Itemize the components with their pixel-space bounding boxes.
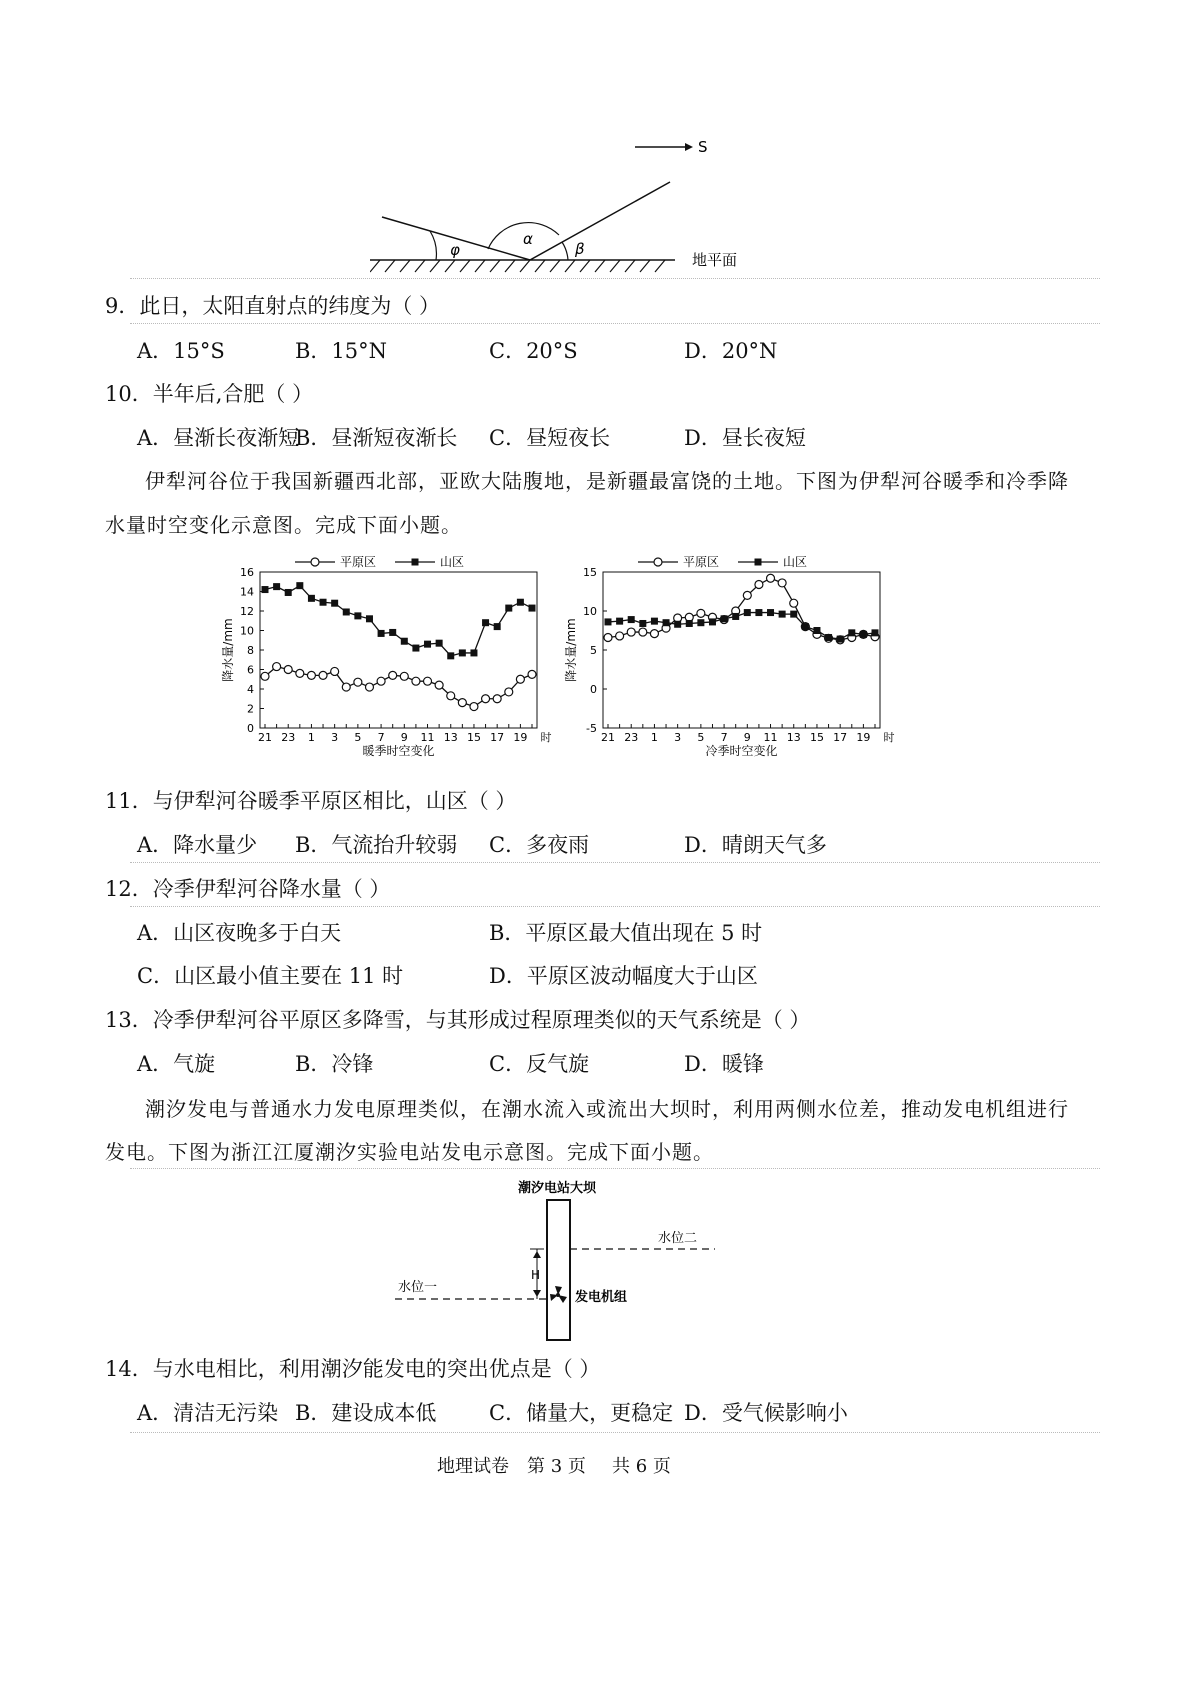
warm-point-0 [516, 675, 524, 683]
cold-x-tick-label: 3 [674, 731, 682, 744]
cold-point-1 [628, 616, 635, 623]
cold-x-axis-title: 冷季时空变化 [705, 744, 778, 758]
yili-intro-line1: 伊犁河谷位于我国新疆西北部，亚欧大陆腹地，是新疆最富饶的土地。下图为伊犁河谷暖季和冷季降 [145, 469, 1069, 493]
warm-point-1 [412, 645, 419, 652]
ground-hatch-mark [610, 260, 620, 272]
warm-point-1 [517, 599, 524, 606]
cold-point-0 [639, 628, 647, 636]
warm-point-0 [458, 699, 466, 707]
warm-point-0 [365, 683, 373, 691]
q11-option-b[interactable]: B．气流抬升较弱 [295, 833, 458, 857]
question-11-stem: 11．与伊犁河谷暖季平原区相比，山区（ ） [105, 789, 517, 813]
tidal-intro-line2: 发电。下图为浙江江厦潮汐实验电站发电示意图。完成下面小题。 [105, 1140, 714, 1164]
warm-y-tick-label: 4 [247, 683, 254, 696]
warm-x-tick-label: 9 [400, 731, 408, 744]
warm-x-tick-label: 5 [354, 731, 362, 744]
cold-x-tick-label: 1 [650, 731, 658, 744]
ground-hatch-mark [475, 260, 485, 272]
generator-icon [550, 1286, 567, 1303]
warm-x-tick-label: 23 [281, 731, 296, 744]
warm-y-tick-label: 14 [240, 585, 254, 599]
warm-x-tick-label: 11 [420, 731, 435, 744]
q12-option-a[interactable]: A．山区夜晚多于白天 [137, 921, 342, 945]
ground-hatch-mark [520, 260, 530, 272]
warm-x-axis-title: 暖季时空变化 [362, 744, 435, 758]
cold-point-1 [848, 629, 855, 636]
ground-hatch-mark [625, 260, 635, 272]
q10-option-d[interactable]: D．昼长夜短 [684, 426, 806, 450]
cold-x-tick-label: 9 [743, 731, 751, 744]
warm-x-unit: 时 [540, 731, 552, 744]
warm-x-tick-label: 3 [331, 731, 339, 744]
warm-point-1 [436, 640, 443, 647]
q9-option-b[interactable]: B．15°N [295, 339, 388, 363]
warm-y-tick-label: 2 [247, 702, 254, 716]
warm-y-tick-label: 8 [247, 644, 254, 657]
warm-point-1 [308, 595, 315, 602]
question-13-stem: 13．冷季伊犁河谷平原区多降雪，与其形成过程原理类似的天气系统是（ ） [105, 1008, 811, 1032]
ground-hatch-mark [535, 260, 545, 272]
question-10-stem: 10．半年后,合肥（ ） [105, 382, 314, 406]
cold-season-chart [558, 550, 898, 765]
cold-x-tick-label: 5 [697, 731, 705, 744]
ground-hatch-mark [385, 260, 395, 272]
cold-point-1 [790, 611, 797, 618]
cold-x-tick-label: 11 [763, 731, 778, 744]
warm-season-chart [215, 550, 555, 765]
warm-point-1 [296, 582, 303, 589]
warm-point-0 [377, 677, 385, 685]
footer-total: 共 6 页 [612, 1456, 671, 1477]
warm-y-axis-title: 降水量/mm [221, 618, 235, 682]
cold-x-tick-label: 21 [601, 731, 615, 744]
warm-point-1 [320, 599, 327, 606]
warm-point-1 [343, 608, 350, 615]
cold-point-1 [616, 618, 623, 625]
q11-option-c[interactable]: C．多夜雨 [489, 833, 590, 857]
warm-point-1 [529, 605, 536, 612]
q13-option-d[interactable]: D．暖锋 [684, 1052, 764, 1076]
warm-y-tick-label: 6 [247, 663, 254, 677]
warm-point-0 [273, 663, 281, 671]
warm-point-0 [319, 671, 327, 679]
ground-hatch-mark [445, 260, 455, 272]
q11-option-a[interactable]: A．降水量少 [137, 833, 258, 857]
q13-option-b[interactable]: B．冷锋 [295, 1052, 374, 1076]
cold-point-1 [732, 613, 739, 620]
question-14-stem: 14．与水电相比，利用潮汐能发电的突出优点是（ ） [105, 1357, 601, 1381]
warm-point-1 [494, 623, 501, 630]
q10-option-a[interactable]: A．昼渐长夜渐短 [137, 426, 300, 450]
warm-point-0 [389, 671, 397, 679]
footer-page: 第 3 页 [527, 1456, 586, 1477]
cold-point-1 [663, 619, 670, 626]
warm-point-0 [261, 672, 269, 680]
cold-point-1 [639, 620, 646, 627]
q11-option-d[interactable]: D．晴朗天气多 [684, 833, 827, 857]
warm-x-tick-label: 21 [258, 731, 272, 744]
cold-point-1 [709, 618, 716, 625]
cold-point-1 [767, 609, 774, 616]
cold-point-1 [651, 618, 658, 625]
warm-point-0 [528, 670, 536, 678]
yili-intro-line2: 水量时空变化示意图。完成下面小题。 [105, 513, 462, 537]
warm-point-1 [447, 652, 454, 659]
cold-y-tick-label: 0 [590, 683, 597, 696]
warm-point-0 [342, 683, 350, 691]
ground-hatch-mark [580, 260, 590, 272]
warm-legend-marker-1 [412, 559, 419, 566]
warm-y-tick-label: 16 [240, 566, 254, 579]
warm-y-tick-label: 10 [240, 624, 254, 638]
warm-point-1 [424, 641, 431, 648]
warm-plot-frame [260, 572, 537, 728]
warm-point-0 [470, 703, 478, 711]
cold-point-1 [605, 618, 612, 625]
q10-option-c[interactable]: C．昼短夜长 [489, 426, 611, 450]
sun-angle-figure [370, 130, 810, 290]
q9-option-a[interactable]: A．15°S [137, 339, 225, 363]
warm-point-1 [354, 612, 361, 619]
cold-x-tick-label: 23 [624, 731, 639, 744]
warm-series-line-0 [265, 667, 532, 707]
warm-y-tick-label: 0 [247, 722, 254, 735]
cold-y-tick-label: 10 [583, 605, 597, 618]
ground-hatch-mark [655, 260, 665, 272]
warm-point-1 [401, 638, 408, 645]
cold-x-tick-label: 19 [856, 731, 871, 744]
question-9-stem: 9．此日，太阳直射点的纬度为（ ） [105, 294, 441, 318]
ground-hatch-mark [490, 260, 500, 272]
cold-y-tick-label: 15 [583, 566, 597, 579]
cold-point-1 [697, 619, 704, 626]
generator-label: 发电机组 [575, 1290, 628, 1305]
cold-x-tick-label: 15 [809, 731, 824, 744]
q13-option-a[interactable]: A．气旋 [137, 1052, 216, 1076]
q14-option-c[interactable]: C．储量大，更稳定 [489, 1401, 674, 1425]
warm-x-tick-label: 7 [377, 731, 385, 744]
cold-point-1 [686, 620, 693, 627]
angle-alpha: α [523, 230, 533, 248]
warm-point-0 [482, 695, 490, 703]
cold-legend-label-1: 山区 [783, 555, 808, 569]
ground-hatch-mark [400, 260, 410, 272]
water-level-1-label: 水位一 [398, 1280, 438, 1295]
warm-point-1 [389, 629, 396, 636]
cold-point-0 [627, 628, 635, 636]
dam-label: 潮汐电站大坝 [518, 1181, 597, 1196]
cold-y-tick-label: -5 [586, 722, 597, 735]
cold-point-0 [604, 634, 612, 642]
cold-point-1 [860, 631, 867, 638]
ground-label: 地平面 [692, 251, 738, 269]
warm-legend-marker-0 [311, 558, 319, 566]
cold-point-1 [825, 634, 832, 641]
ground-hatch-mark [640, 260, 650, 272]
cold-x-unit: 时 [883, 731, 895, 744]
warm-point-0 [296, 669, 304, 677]
q9-option-d[interactable]: D．20°N [684, 339, 778, 363]
cold-point-1 [872, 629, 879, 636]
warm-point-0 [435, 681, 443, 689]
cold-point-1 [755, 609, 762, 616]
q9-option-c[interactable]: C．20°S [489, 339, 578, 363]
cold-legend-label-0: 平原区 [683, 555, 720, 569]
cold-legend-marker-0 [654, 558, 662, 566]
water-level-2-label: 水位二 [658, 1231, 698, 1246]
warm-x-tick-label: 1 [307, 731, 315, 744]
cold-plot-frame [603, 572, 880, 728]
cold-series-line-0 [608, 578, 875, 640]
cold-point-0 [755, 580, 763, 588]
q10-option-b[interactable]: B．昼渐短夜渐长 [295, 426, 458, 450]
warm-point-0 [331, 667, 339, 675]
warm-point-1 [285, 589, 292, 596]
warm-point-1 [331, 600, 338, 607]
warm-x-tick-label: 13 [443, 731, 458, 744]
angle-beta: β [575, 240, 585, 258]
q12-option-d[interactable]: D．平原区波动幅度大于山区 [489, 964, 758, 988]
cold-legend-marker-1 [755, 559, 762, 566]
warm-point-1 [262, 586, 269, 593]
warm-point-1 [505, 605, 512, 612]
cold-point-0 [778, 579, 786, 587]
warm-point-1 [366, 615, 373, 622]
cold-series-line-1 [608, 613, 875, 640]
question-12-stem: 12．冷季伊犁河谷降水量（ ） [105, 877, 391, 901]
warm-point-0 [400, 672, 408, 680]
warm-point-1 [378, 630, 385, 637]
warm-point-0 [412, 677, 420, 685]
ground-hatch-mark [370, 260, 380, 272]
warm-point-1 [470, 649, 477, 656]
cold-y-axis-title: 降水量/mm [564, 618, 578, 682]
tidal-station-figure [390, 1175, 730, 1345]
warm-x-tick-label: 19 [513, 731, 528, 744]
cold-y-tick-label: 5 [590, 644, 597, 657]
footer-subject: 地理试卷 [437, 1456, 509, 1477]
cold-point-1 [813, 627, 820, 634]
cold-point-1 [837, 636, 844, 643]
ground-hatch-mark [595, 260, 605, 272]
warm-point-0 [284, 666, 292, 674]
warm-legend-label-0: 平原区 [340, 555, 377, 569]
q13-option-c[interactable]: C．反气旋 [489, 1052, 590, 1076]
cold-x-tick-label: 13 [786, 731, 801, 744]
warm-x-tick-label: 17 [490, 731, 505, 744]
angle-phi: φ [450, 241, 460, 259]
q14-option-a[interactable]: A．清洁无污染 [137, 1401, 279, 1425]
warm-point-0 [307, 671, 315, 679]
ground-hatch-mark [415, 260, 425, 272]
warm-point-0 [447, 692, 455, 700]
cold-point-0 [697, 609, 705, 617]
ground-hatch-mark [460, 260, 470, 272]
warm-point-0 [505, 688, 513, 696]
warm-series-line-1 [265, 586, 532, 656]
q14-option-b[interactable]: B．建设成本低 [295, 1401, 437, 1425]
q12-option-c[interactable]: C．山区最小值主要在 11 时 [137, 964, 404, 988]
cold-point-0 [616, 632, 624, 640]
warm-legend-label-1: 山区 [440, 555, 465, 569]
ground-hatch-mark [430, 260, 440, 272]
cold-x-tick-label: 17 [833, 731, 848, 744]
direction-label: S [698, 138, 708, 156]
q14-option-d[interactable]: D．受气候影响小 [684, 1401, 848, 1425]
cold-x-tick-label: 7 [720, 731, 728, 744]
cold-point-0 [650, 630, 658, 638]
cold-point-0 [743, 591, 751, 599]
warm-point-1 [482, 619, 489, 626]
cold-point-1 [779, 611, 786, 618]
cold-point-1 [744, 609, 751, 616]
cold-point-1 [721, 615, 728, 622]
ground-hatch-mark [550, 260, 560, 272]
warm-point-0 [493, 695, 501, 703]
warm-point-0 [354, 678, 362, 686]
ground-hatch-mark [505, 260, 515, 272]
cold-point-0 [767, 574, 775, 582]
tidal-intro-line1: 潮汐发电与普通水力发电原理类似，在潮水流入或流出大坝时，利用两侧水位差，推动发电机组进行 [145, 1097, 1069, 1121]
ground-hatch-mark [565, 260, 575, 272]
warm-point-0 [424, 677, 432, 685]
cold-point-0 [790, 599, 798, 607]
head-h-label: H [531, 1268, 541, 1282]
warm-x-tick-label: 15 [466, 731, 481, 744]
q12-option-b[interactable]: B．平原区最大值出现在 5 时 [489, 921, 763, 945]
warm-point-1 [459, 649, 466, 656]
cold-point-1 [802, 623, 809, 630]
warm-point-1 [273, 583, 280, 590]
warm-y-tick-label: 12 [240, 605, 254, 618]
cold-point-1 [674, 621, 681, 628]
